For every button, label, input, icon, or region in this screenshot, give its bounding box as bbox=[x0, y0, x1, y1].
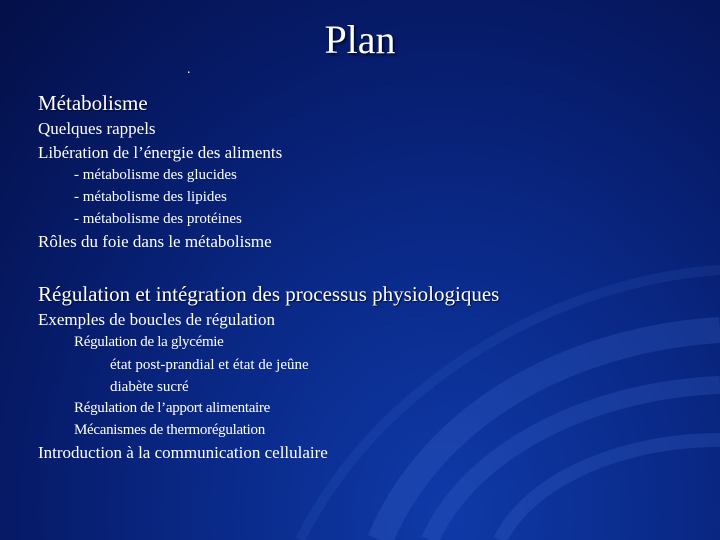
outline-subsubitem-etat-post-prandial: état post-prandial et état de jeûne bbox=[110, 357, 309, 373]
outline-item-boucles-regulation: Exemples de boucles de régulation bbox=[38, 310, 275, 329]
outline-item-liberation-energie: Libération de l’énergie des aliments bbox=[38, 143, 283, 162]
outline-subitem-lipides: - métabolisme des lipides bbox=[74, 189, 227, 205]
decorative-dot: . bbox=[187, 62, 191, 77]
outline-subitem-glucides: - métabolisme des glucides bbox=[74, 167, 237, 183]
slide-title: Plan bbox=[324, 17, 396, 62]
outline-subitem-apport-alimentaire: Régulation de l’apport alimentaire bbox=[74, 400, 270, 416]
outline-item-communication-cellulaire: Introduction à la communication cellulaire bbox=[38, 443, 328, 462]
outline-item-roles-foie: Rôles du foie dans le métabolisme bbox=[38, 232, 272, 251]
outline-subitem-glycemie: Régulation de la glycémie bbox=[74, 334, 224, 350]
outline-subsubitem-diabete: diabète sucré bbox=[110, 379, 189, 395]
section-heading-metabolisme: Métabolisme bbox=[38, 91, 148, 115]
outline-subitem-thermoregulation: Mécanismes de thermorégulation bbox=[74, 422, 265, 438]
outline-item-quelques-rappels: Quelques rappels bbox=[38, 119, 156, 138]
section-heading-regulation: Régulation et intégration des processus physiologiques bbox=[38, 282, 500, 306]
outline-subitem-proteines: - métabolisme des protéines bbox=[74, 211, 242, 227]
